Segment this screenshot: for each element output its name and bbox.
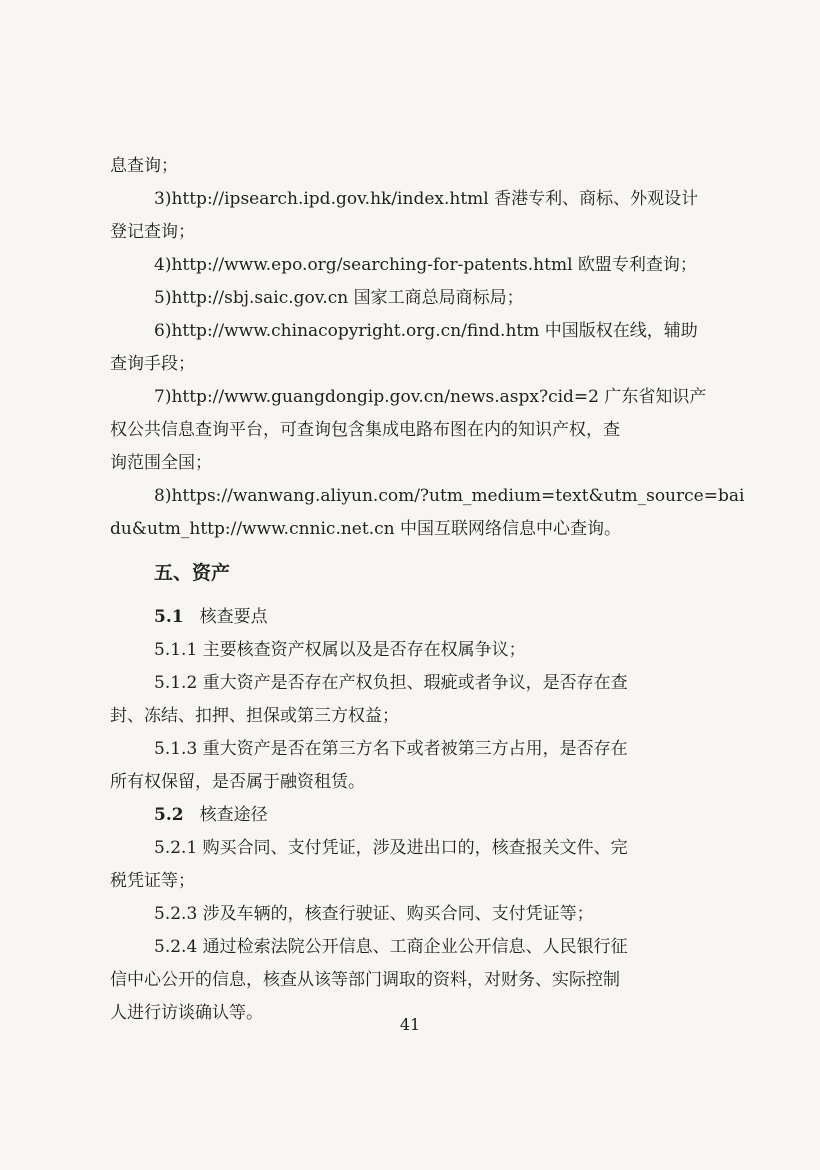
- text-line: 查询手段；: [110, 354, 195, 374]
- text-line: 人进行访谈确认等。: [110, 1003, 263, 1023]
- text-line: 7)http://www.guangdongip.gov.cn/news.aspx?cid=2 广东省知识产: [154, 387, 707, 407]
- text-line: 询范围全国；: [110, 453, 212, 473]
- text-line: 信中心公开的信息，核查从该等部门调取的资料，对财务、实际控制: [110, 970, 620, 990]
- text-line: 5.1.1 主要核查资产权属以及是否存在权属争议；: [154, 640, 526, 660]
- text-line: 封、冻结、扣押、担保或第三方权益；: [110, 706, 399, 726]
- text-line: 5.2.3 涉及车辆的，核查行驶证、购买合同、支付凭证等；: [154, 904, 594, 924]
- subsection-heading: [110, 601, 710, 634]
- text-line: 息查询；: [110, 156, 178, 176]
- text-line: 5.2.4 通过检索法院公开信息、工商企业公开信息、人民银行征: [154, 937, 628, 957]
- subsection-title: 核查途径: [199, 805, 268, 825]
- page-body: [110, 150, 745, 1030]
- page-number: 41: [399, 1015, 421, 1034]
- subsection-title: 核查要点: [199, 607, 268, 627]
- subsection-number: 5.2: [154, 805, 184, 825]
- text-line: 所有权保留，是否属于融资租赁。: [110, 772, 365, 792]
- text-line: 3)http://ipsearch.ipd.gov.hk/index.html 香港专利、商标、外观设计: [154, 189, 699, 209]
- subsection-heading: [110, 799, 710, 832]
- text-line: 4)http://www.epo.org/searching-for-patents.html 欧盟专利查询；: [154, 255, 697, 275]
- text-line: 5)http://sbj.saic.gov.cn 国家工商总局商标局；: [154, 288, 524, 308]
- text-line: du&utm_http://www.cnnic.net.cn 中国互联网络信息中心查询。: [110, 519, 621, 539]
- text-line: 6)http://www.chinacopyright.org.cn/find.htm 中国版权在线，辅助: [154, 321, 698, 341]
- text-line: 5.1.3 重大资产是否在第三方名下或者被第三方占用，是否存在: [154, 739, 628, 759]
- text-line: 5.1.2 重大资产是否存在产权负担、瑕疵或者争议，是否存在查: [154, 673, 628, 693]
- text-line: 税凭证等；: [110, 871, 195, 891]
- text-line: 登记查询；: [110, 222, 195, 242]
- subsection-number: 5.1: [154, 607, 184, 627]
- section-heading: 五、资产: [154, 562, 231, 584]
- text-line: 权公共信息查询平台，可查询包含集成电路布图在内的知识产权，查: [110, 420, 620, 440]
- text-line: 8)https://wanwang.aliyun.com/?utm_medium=text&utm_source=bai: [154, 486, 745, 506]
- text-line: 5.2.1 购买合同、支付凭证，涉及进出口的，核查报关文件、完: [154, 838, 628, 858]
